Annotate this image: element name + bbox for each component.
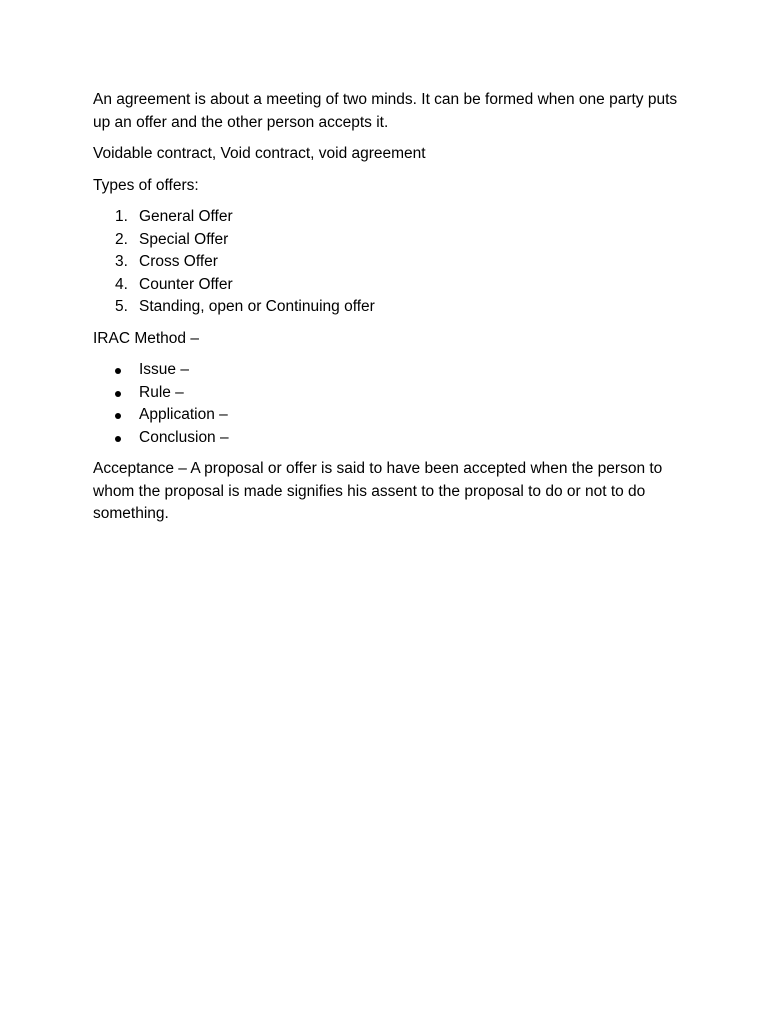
list-item-text: Application – [139, 406, 228, 423]
list-item-text: General Offer [139, 208, 233, 225]
contract-types-paragraph: Voidable contract, Void contract, void agreement [93, 145, 426, 162]
acceptance-paragraph: Acceptance – A proposal or offer is said to have been accepted when the person to whom the proposal is made signifies his assent to the proposal to do or not to do something. [93, 460, 663, 522]
list-item-text: Standing, open or Continuing offer [139, 298, 375, 315]
offers-list [93, 206, 693, 319]
list-item-text: Rule – [139, 383, 184, 401]
list-item [93, 296, 693, 319]
list-item-text: Conclusion – [139, 428, 229, 446]
irac-heading: IRAC Method – [93, 329, 199, 347]
bullet-icon [115, 413, 121, 419]
bullet-icon [115, 391, 121, 397]
agreement-paragraph: An agreement is about a meeting of two minds. It can be formed when one party puts up an offer and the other person accepts it. [93, 91, 678, 131]
list-item [93, 427, 693, 450]
list-item [93, 404, 693, 427]
document-body [93, 89, 693, 535]
list-number: 5. [115, 298, 128, 315]
list-item [93, 251, 693, 274]
list-number: 2. [115, 230, 128, 248]
list-item [93, 359, 693, 382]
list-item-text: Issue – [139, 361, 189, 378]
list-number: 1. [115, 208, 128, 225]
list-item [93, 229, 693, 252]
offers-heading: Types of offers: [93, 176, 199, 194]
bullet-icon [115, 436, 121, 442]
list-item [93, 382, 693, 405]
list-item-text: Counter Offer [139, 275, 233, 293]
list-item-text: Cross Offer [139, 253, 218, 270]
list-item-text: Special Offer [139, 230, 229, 248]
list-number: 3. [115, 253, 128, 270]
bullet-icon [115, 368, 121, 374]
list-number: 4. [115, 275, 128, 293]
irac-list [93, 359, 693, 449]
list-item [93, 206, 693, 229]
list-item [93, 274, 693, 297]
